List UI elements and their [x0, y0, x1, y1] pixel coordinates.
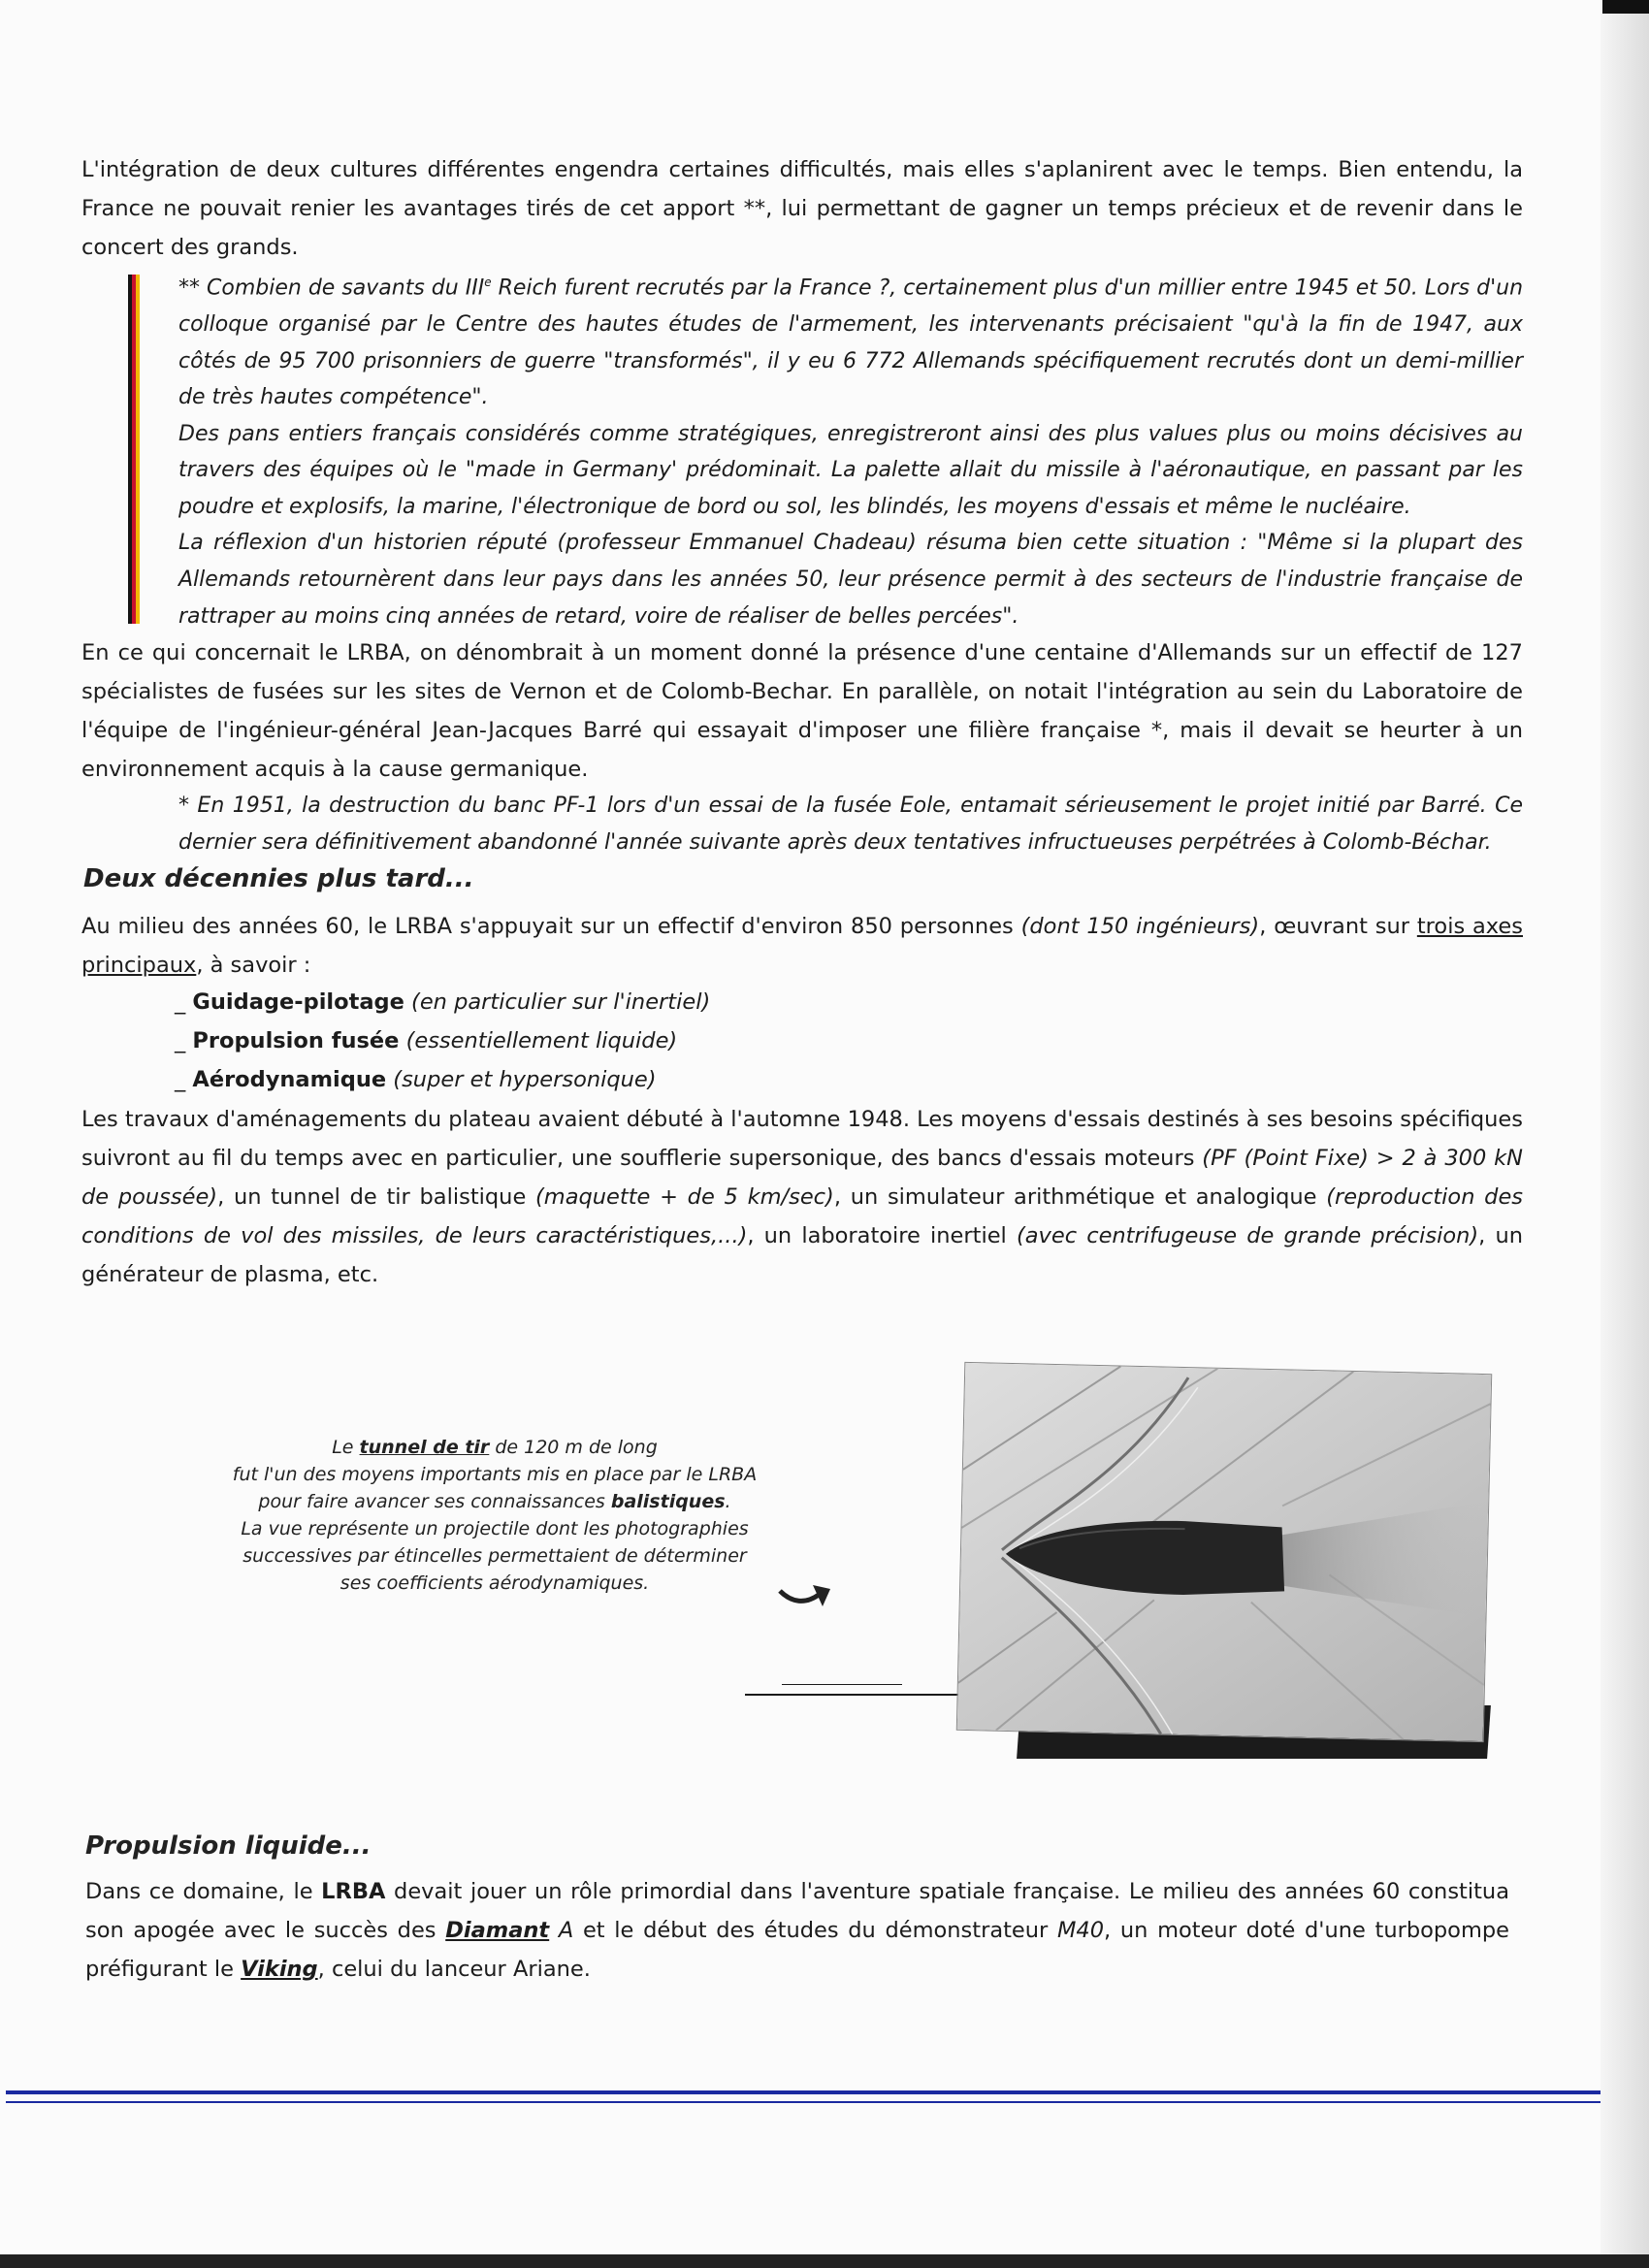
curved-arrow-icon — [776, 1570, 838, 1618]
footnote-paragraph-3: La réflexion d'un historien réputé (professeur Emmanuel Chadeau) résuma bien cette situation : "Même si la plupart des Allemands retournèrent dans leur pays dans les années 50, leur présence permit à des secteurs de l'industrie française de rattraper au moins cinq années de retard, voire de réaliser de belles percées". — [178, 531, 1523, 629]
flag-gold-stripe — [136, 275, 140, 624]
footnote-barre-text: * En 1951, la destruction du banc PF-1 lors d'un essai de la fusée Eole, entamait sérieusement le projet initié par Barré. Ce dernier sera définitivement abandonné l'année suivante après deux tentatives infructueuses perpétrées à Colomb-Béchar. — [178, 794, 1523, 855]
footnote-text — [178, 265, 1523, 634]
axes-list — [175, 983, 710, 1099]
scan-bottom-edge — [0, 2254, 1649, 2268]
caption-line: Le tunnel de tir de 120 m de long — [332, 1437, 658, 1458]
scan-corner-mark — [1602, 0, 1649, 14]
footnote-german-scientists — [128, 265, 1523, 634]
travaux-paragraph — [81, 1100, 1523, 1294]
caption-line: La vue représente un projectile dont les photographies — [241, 1518, 749, 1539]
caption-line: pour faire avancer ses connaissances balistiques. — [258, 1491, 731, 1512]
propulsion-paragraph — [85, 1872, 1509, 1989]
intro-paragraph — [81, 150, 1523, 267]
footnote-paragraph-1: ** Combien de savants du IIIe Reich furent recrutés par la France ?, certainement plus d'un millier entre 1945 et 50. Lors d'un colloque organisé par le Centre des hautes études de l'armement, les intervenants précisaient "qu'à la fin de 1947, aux côtés de 95 700 prisonniers de guerre "transformés", il y eu 6 772 Allemands spécifiquement recrutés dont un demi-millier de très hautes compétence". — [178, 275, 1524, 410]
pointer-line — [745, 1694, 958, 1696]
caption-line: fut l'un des moyens importants mis en place par le LRBA — [232, 1464, 758, 1485]
list-item: _ Propulsion fusée (essentiellement liquide) — [175, 1028, 678, 1053]
footer-rule-thin — [6, 2101, 1600, 2103]
lrba-text: En ce qui concernait le LRBA, on dénombrait à un moment donné la présence d'une centaine d'Allemands sur un effectif de 127 spécialistes de fusées sur les sites de Vernon et de Colomb-Bechar. En parallèle, on notait l'intégration au sein du Laboratoire de l'équipe de l'ingénieur-général Jean-Jacques Barré qui essayait d'imposer une filière française *, mais il devait se heurter à un environnement acquis à la cause germanique. — [81, 640, 1523, 782]
list-item: _ Guidage-pilotage (en particulier sur l'inertiel) — [175, 989, 711, 1015]
section-title-deux-decennies: Deux décennies plus tard... — [83, 864, 474, 893]
travaux-text: Les travaux d'aménagements du plateau avaient débuté à l'automne 1948. Les moyens d'essais destinés à ses besoins spécifiques suivront au fil du temps avec en particulier, une soufflerie supersonique, des bancs d'essais moteurs (PF (Point Fixe) > 2 à 300 kN de poussée), un tunnel de tir balistique (maquette + de 5 km/sec), un simulateur arithmétique et analogique (reproduction des conditions de vol des missiles, de leurs caractéristiques,...), un laboratoire inertiel (avec centrifugeuse de grande précision), un générateur de plasma, etc. — [81, 1107, 1524, 1287]
caption-line: successives par étincelles permettaient de déterminer — [242, 1545, 747, 1567]
lrba-paragraph — [81, 633, 1523, 789]
section-title-propulsion-liquide: Propulsion liquide... — [85, 1831, 372, 1861]
footnote-paragraph-2: Des pans entiers français considérés comme stratégiques, enregistreront ainsi des plus values plus ou moins décisives au travers des équipes où le "made in Germany' prédominait. La palette allait du missile à l'aéronautique, en passant par les poudre et explosifs, la marine, l'électronique de bord ou sol, les blindés, les moyens d'essais et même le nucléaire. — [178, 421, 1523, 519]
intro-text: L'intégration de deux cultures différentes engendra certaines difficultés, mais elles s'aplanirent avec le temps. Bien entendu, la France ne pouvait renier les avantages tirés de cet apport **, lui permettant de gagner un temps précieux et de revenir dans le concert des grands. — [81, 157, 1523, 260]
effectif-paragraph — [81, 907, 1523, 985]
pointer-line — [782, 1684, 902, 1685]
list-item: _ Aérodynamique (super et hypersonique) — [175, 1067, 657, 1092]
ballistic-projectile-photo — [956, 1362, 1492, 1742]
projectile-shockwave-image — [957, 1363, 1491, 1741]
photo-caption — [213, 1434, 776, 1597]
caption-line: ses coefficients aérodynamiques. — [340, 1572, 650, 1594]
footnote-barre — [178, 788, 1523, 860]
effectif-text: Au milieu des années 60, le LRBA s'appuyait sur un effectif d'environ 850 personnes (dont 150 ingénieurs), œuvrant sur trois axes principaux, à savoir : — [81, 914, 1523, 978]
propulsion-text: Dans ce domaine, le LRBA devait jouer un rôle primordial dans l'aventure spatiale française. Le milieu des années 60 constitua son apogée avec le succès des Diamant A et le début des études du démonstrateur M40, un moteur doté d'une turbopompe préfigurant le Viking, celui du lanceur Ariane. — [85, 1879, 1509, 1982]
footer-rule-thick — [6, 2090, 1600, 2094]
page-edge-shadow — [1600, 0, 1649, 2268]
german-flag-bar — [128, 275, 140, 624]
